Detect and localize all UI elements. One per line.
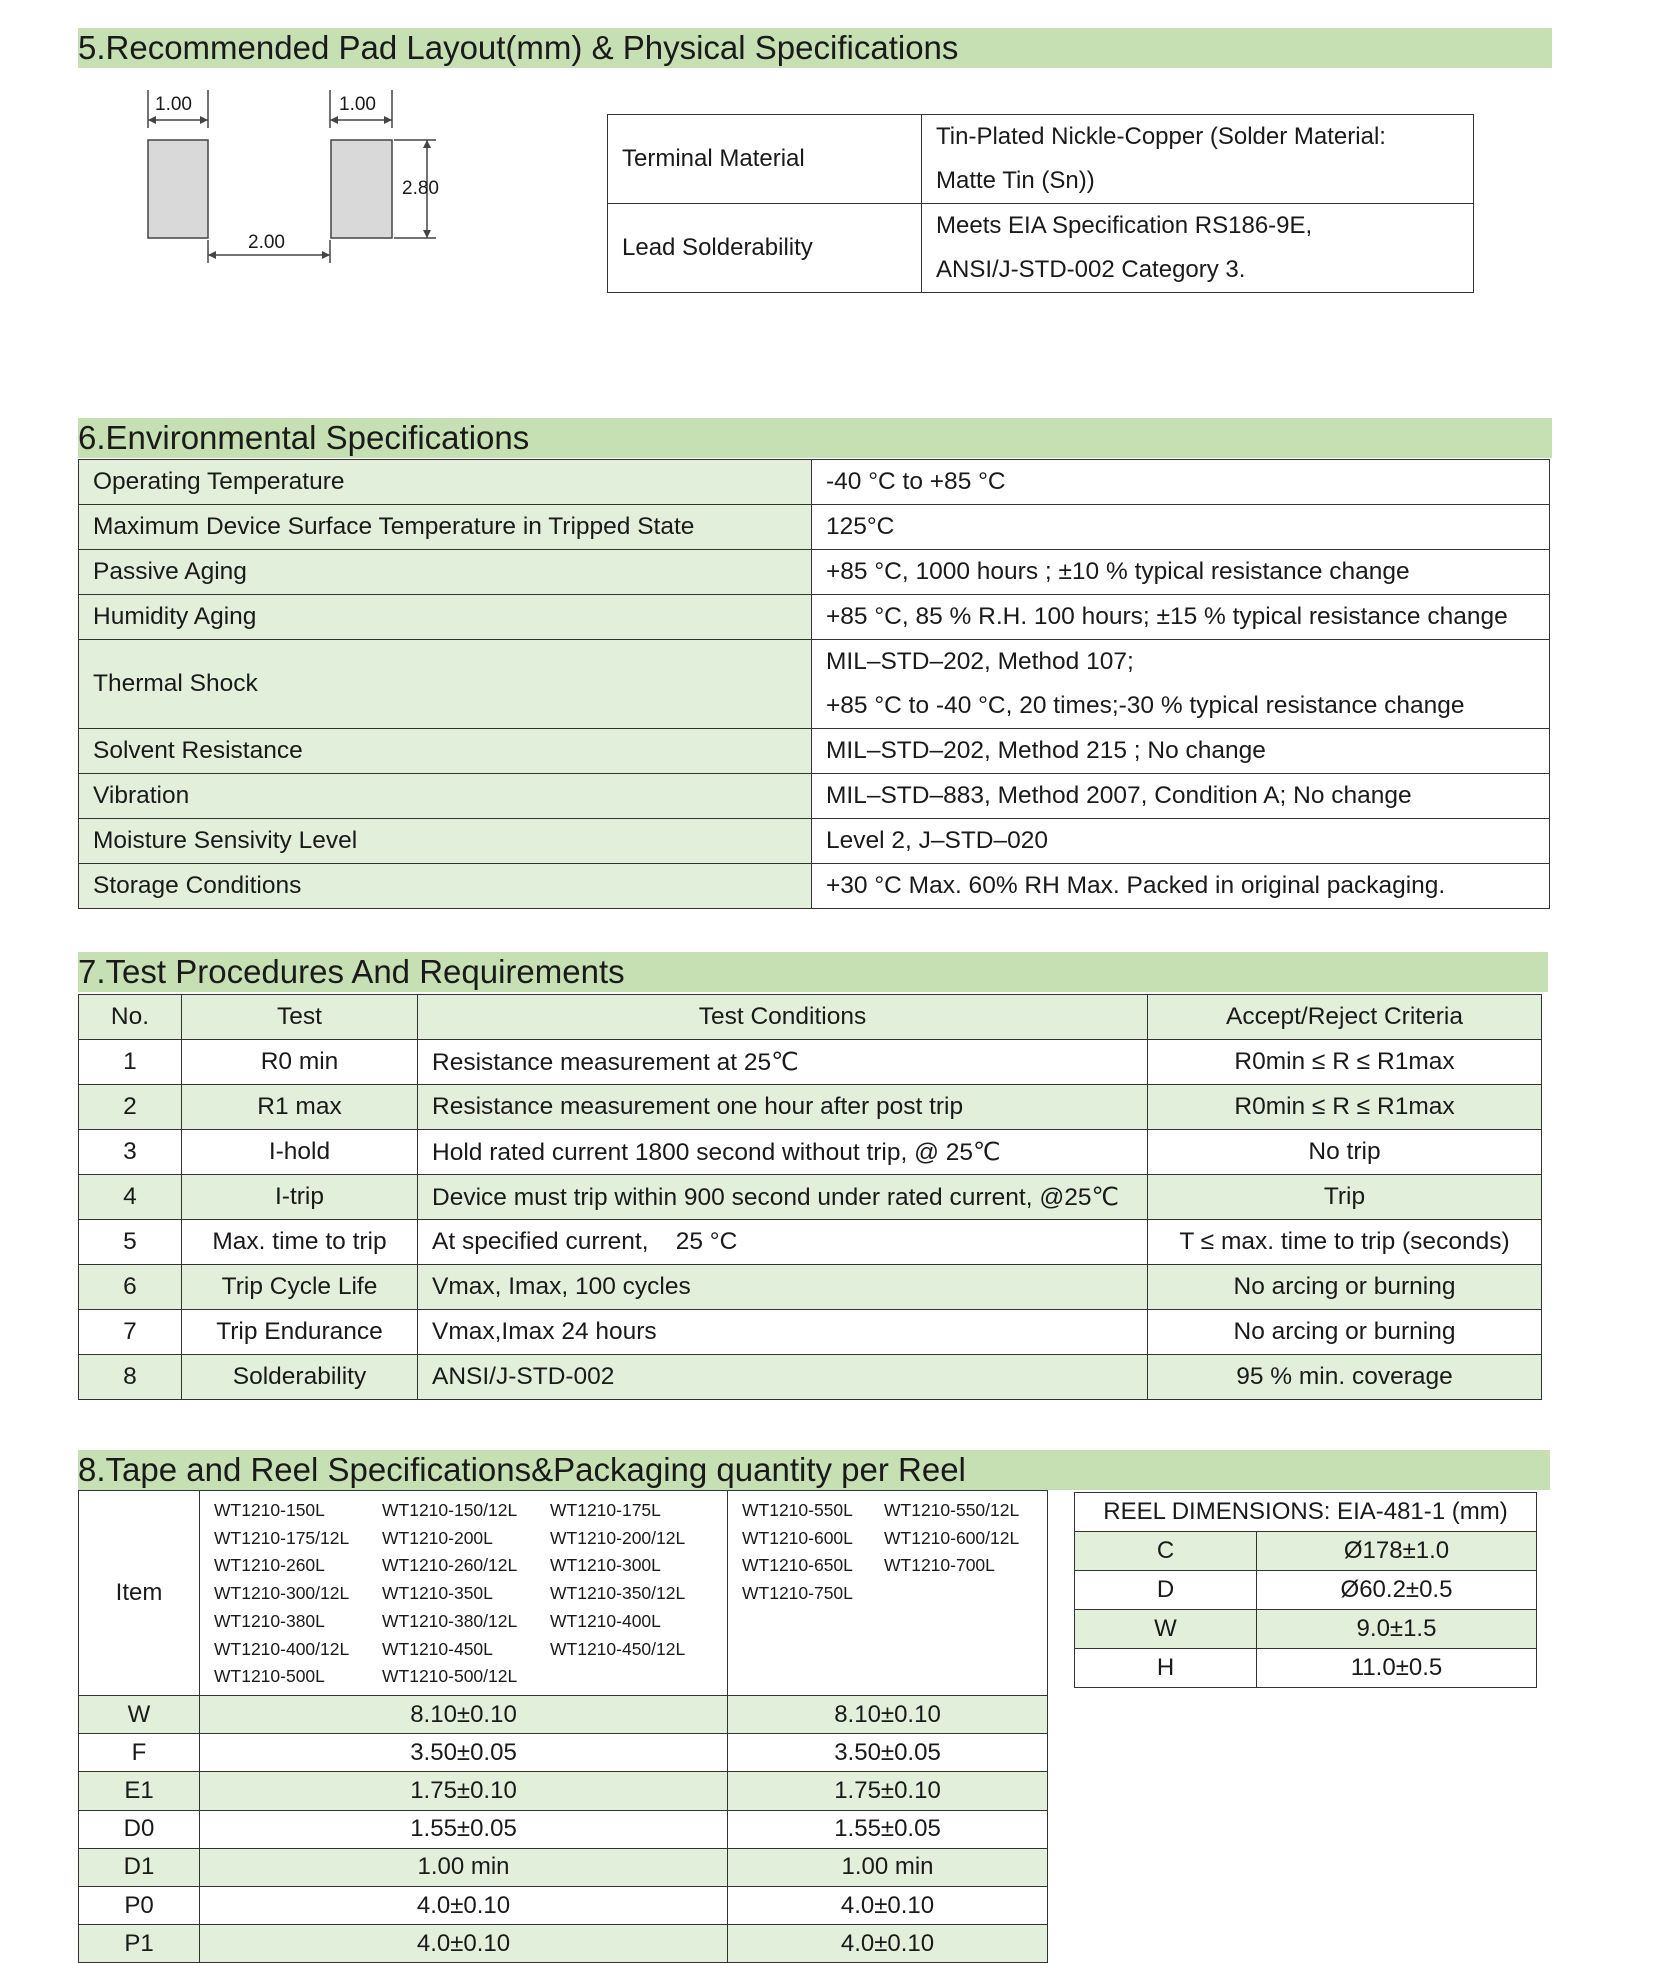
test-criteria: No arcing or burning xyxy=(1148,1310,1542,1355)
table-row xyxy=(79,1085,1542,1130)
model-name: WT1210-380L xyxy=(214,1610,325,1631)
test-name: I-hold xyxy=(182,1130,418,1175)
model-name: WT1210-650L xyxy=(742,1555,853,1576)
model-name: WT1210-200/12L xyxy=(550,1527,686,1548)
model-name: WT1210-300L xyxy=(550,1555,661,1576)
test-name: Trip Cycle Life xyxy=(182,1265,418,1310)
model-name: WT1210-200L xyxy=(382,1527,493,1548)
env-value: +85 °C, 1000 hours ; ±10 % typical resistance change xyxy=(812,550,1550,595)
physical-spec-table xyxy=(607,114,1474,293)
model-name: WT1210-450L xyxy=(382,1638,493,1659)
env-value-line: MIL–STD–202, Method 107; xyxy=(826,648,1134,675)
table-row xyxy=(79,1220,1542,1265)
test-criteria: R0min ≤ R ≤ R1max xyxy=(1148,1085,1542,1130)
dim-value-a: 1.75±0.10 xyxy=(200,1772,728,1810)
test-procedures-table xyxy=(78,994,1542,1400)
env-label: Storage Conditions xyxy=(79,864,812,909)
table-row xyxy=(79,864,1550,909)
test-name: I-trip xyxy=(182,1175,418,1220)
dim-item: W xyxy=(79,1696,200,1734)
model-name: WT1210-550L xyxy=(742,1500,853,1520)
model-name: WT1210-150L xyxy=(214,1500,325,1520)
table-row xyxy=(79,1925,1048,1963)
table-row xyxy=(79,774,1550,819)
dim-item: F xyxy=(79,1734,200,1772)
env-label: Moisture Sensivity Level xyxy=(79,819,812,864)
section-6-title: 6.Environmental Specifications xyxy=(78,419,530,456)
section-5-title: 5.Recommended Pad Layout(mm) & Physical Specifications xyxy=(78,29,959,66)
spec-value xyxy=(922,115,1474,204)
dim-value-b: 1.55±0.05 xyxy=(728,1810,1048,1848)
dim-item: D1 xyxy=(79,1848,200,1886)
reel-value: 9.0±1.5 xyxy=(1257,1610,1537,1649)
table-row xyxy=(79,1734,1048,1772)
model-name: WT1210-400/12L xyxy=(214,1638,350,1659)
table-row xyxy=(79,640,1550,729)
env-value: +30 °C Max. 60% RH Max. Packed in original packaging. xyxy=(812,864,1550,909)
table-row xyxy=(1075,1649,1537,1688)
test-no: 1 xyxy=(79,1040,182,1085)
table-row xyxy=(608,115,1474,204)
reel-header-row xyxy=(1075,1493,1537,1532)
test-no: 3 xyxy=(79,1130,182,1175)
reel-value: Ø178±1.0 xyxy=(1257,1532,1537,1571)
table-row xyxy=(79,595,1550,640)
spec-value-line: Meets EIA Specification RS186-9E, xyxy=(936,212,1313,239)
model-name: WT1210-175/12L xyxy=(214,1527,350,1548)
table-row xyxy=(79,1772,1048,1810)
dim-value-b: 3.50±0.05 xyxy=(728,1734,1048,1772)
env-value-line: +85 °C to -40 °C, 20 times;-30 % typical resistance change xyxy=(826,692,1465,719)
env-value: MIL–STD–202, Method 215 ; No change xyxy=(812,729,1550,774)
dim-value-a: 3.50±0.05 xyxy=(200,1734,728,1772)
reel-value: Ø60.2±0.5 xyxy=(1257,1571,1537,1610)
table-row xyxy=(79,550,1550,595)
spec-value xyxy=(922,204,1474,293)
tape-spec-table xyxy=(78,1490,1048,1963)
spec-value-line: Tin-Plated Nickle-Copper (Solder Material: xyxy=(936,123,1386,150)
model-name: WT1210-550/12L xyxy=(884,1500,1020,1520)
models-row xyxy=(79,1491,1048,1696)
reel-item: C xyxy=(1075,1532,1257,1571)
test-condition: At specified current, 25 °C xyxy=(418,1220,1148,1265)
model-name: WT1210-500L xyxy=(214,1666,325,1687)
table-row xyxy=(79,819,1550,864)
table-row xyxy=(79,505,1550,550)
env-value: MIL–STD–883, Method 2007, Condition A; No change xyxy=(812,774,1550,819)
model-name: WT1210-400L xyxy=(550,1610,661,1631)
env-value: -40 °C to +85 °C xyxy=(812,460,1550,505)
spec-label: Lead Solderability xyxy=(608,204,922,293)
table-row xyxy=(79,1040,1542,1085)
model-name: WT1210-380/12L xyxy=(382,1610,518,1631)
dim-item: D0 xyxy=(79,1810,200,1848)
dim-value-a: 1.00 min xyxy=(200,1848,728,1886)
column-header: No. xyxy=(79,995,182,1040)
spec-value-line: Matte Tin (Sn)) xyxy=(936,167,1095,194)
column-header: Test Conditions xyxy=(418,995,1148,1040)
model-name: WT1210-175L xyxy=(550,1500,661,1520)
reel-value: 11.0±0.5 xyxy=(1257,1649,1537,1688)
env-label: Solvent Resistance xyxy=(79,729,812,774)
dim-value-b: 8.10±0.10 xyxy=(728,1696,1048,1734)
dim-item: E1 xyxy=(79,1772,200,1810)
test-condition: Resistance measurement one hour after post trip xyxy=(418,1085,1148,1130)
env-value: Level 2, J–STD–020 xyxy=(812,819,1550,864)
spec-label: Terminal Material xyxy=(608,115,922,204)
env-label: Thermal Shock xyxy=(79,640,812,729)
table-row xyxy=(79,460,1550,505)
test-condition: Resistance measurement at 25℃ xyxy=(418,1040,1148,1085)
test-no: 8 xyxy=(79,1355,182,1400)
table-row xyxy=(608,204,1474,293)
env-label: Humidity Aging xyxy=(79,595,812,640)
dim-value-a: 4.0±0.10 xyxy=(200,1886,728,1924)
model-name: WT1210-700L xyxy=(884,1555,995,1576)
dim-value-b: 1.75±0.10 xyxy=(728,1772,1048,1810)
env-label: Maximum Device Surface Temperature in Tripped State xyxy=(79,505,812,550)
model-name: WT1210-600L xyxy=(742,1527,853,1548)
reel-item: H xyxy=(1075,1649,1257,1688)
test-criteria: T ≤ max. time to trip (seconds) xyxy=(1148,1220,1542,1265)
table-row xyxy=(1075,1532,1537,1571)
test-condition: Hold rated current 1800 second without trip, @ 25℃ xyxy=(418,1130,1148,1175)
model-name: WT1210-750L xyxy=(742,1583,853,1604)
table-row xyxy=(79,1130,1542,1175)
env-value xyxy=(812,640,1550,729)
table-row xyxy=(79,1886,1048,1924)
reel-item: W xyxy=(1075,1610,1257,1649)
model-name: WT1210-350/12L xyxy=(550,1583,686,1604)
table-header-row xyxy=(79,995,1542,1040)
table-row xyxy=(79,1810,1048,1848)
test-name: Solderability xyxy=(182,1355,418,1400)
test-criteria: No trip xyxy=(1148,1130,1542,1175)
test-no: 6 xyxy=(79,1265,182,1310)
env-value: 125°C xyxy=(812,505,1550,550)
dim-item: P0 xyxy=(79,1886,200,1924)
dim-height: 2.80 xyxy=(402,178,439,199)
model-name: WT1210-150/12L xyxy=(382,1500,518,1520)
dim-gap: 2.00 xyxy=(248,232,285,253)
section-8-title: 8.Tape and Reel Specifications&Packaging quantity per Reel xyxy=(78,1451,966,1488)
model-list-b xyxy=(728,1491,1048,1696)
model-name: WT1210-450/12L xyxy=(550,1638,686,1659)
test-name: Trip Endurance xyxy=(182,1310,418,1355)
model-name: WT1210-260/12L xyxy=(382,1555,518,1576)
test-no: 2 xyxy=(79,1085,182,1130)
item-header: Item xyxy=(79,1491,200,1696)
test-condition: Vmax, Imax, 100 cycles xyxy=(418,1265,1148,1310)
table-row xyxy=(1075,1571,1537,1610)
dim-value-b: 4.0±0.10 xyxy=(728,1925,1048,1963)
environmental-spec-table xyxy=(78,459,1550,909)
table-row xyxy=(79,1848,1048,1886)
model-name: WT1210-300/12L xyxy=(214,1583,350,1604)
pad-right xyxy=(331,140,392,238)
spec-value-line: ANSI/J-STD-002 Category 3. xyxy=(936,256,1246,283)
dim-width-left: 1.00 xyxy=(155,94,192,115)
test-no: 5 xyxy=(79,1220,182,1265)
dim-value-a: 8.10±0.10 xyxy=(200,1696,728,1734)
reel-dimensions-table xyxy=(1074,1492,1537,1688)
model-list-a xyxy=(200,1491,728,1696)
model-name: WT1210-500/12L xyxy=(382,1666,518,1687)
test-no: 7 xyxy=(79,1310,182,1355)
test-condition: ANSI/J-STD-002 xyxy=(418,1355,1148,1400)
table-row xyxy=(79,1265,1542,1310)
test-condition: Vmax,Imax 24 hours xyxy=(418,1310,1148,1355)
test-criteria: No arcing or burning xyxy=(1148,1265,1542,1310)
dim-value-b: 1.00 min xyxy=(728,1848,1048,1886)
column-header: Accept/Reject Criteria xyxy=(1148,995,1542,1040)
model-name: WT1210-260L xyxy=(214,1555,325,1576)
env-label: Passive Aging xyxy=(79,550,812,595)
model-name: WT1210-350L xyxy=(382,1583,493,1604)
table-row xyxy=(79,1175,1542,1220)
dim-value-a: 4.0±0.10 xyxy=(200,1925,728,1963)
env-label: Vibration xyxy=(79,774,812,819)
test-criteria: 95 % min. coverage xyxy=(1148,1355,1542,1400)
dim-value-a: 1.55±0.05 xyxy=(200,1810,728,1848)
dim-value-b: 4.0±0.10 xyxy=(728,1886,1048,1924)
test-name: R0 min xyxy=(182,1040,418,1085)
reel-title: REEL DIMENSIONS: EIA-481-1 (mm) xyxy=(1075,1493,1537,1532)
model-name: WT1210-600/12L xyxy=(884,1527,1020,1548)
test-criteria: R0min ≤ R ≤ R1max xyxy=(1148,1040,1542,1085)
test-no: 4 xyxy=(79,1175,182,1220)
reel-item: D xyxy=(1075,1571,1257,1610)
env-label: Operating Temperature xyxy=(79,460,812,505)
table-row xyxy=(79,729,1550,774)
env-value: +85 °C, 85 % R.H. 100 hours; ±15 % typical resistance change xyxy=(812,595,1550,640)
column-header: Test xyxy=(182,995,418,1040)
table-row xyxy=(79,1310,1542,1355)
test-name: R1 max xyxy=(182,1085,418,1130)
test-condition: Device must trip within 900 second under rated current, @25℃ xyxy=(418,1175,1148,1220)
table-row xyxy=(1075,1610,1537,1649)
dim-width-right: 1.00 xyxy=(339,94,376,115)
section-7-title: 7.Test Procedures And Requirements xyxy=(78,953,625,990)
test-name: Max. time to trip xyxy=(182,1220,418,1265)
test-criteria: Trip xyxy=(1148,1175,1542,1220)
table-row xyxy=(79,1696,1048,1734)
table-row xyxy=(79,1355,1542,1400)
pad-left xyxy=(148,140,208,238)
dim-item: P1 xyxy=(79,1925,200,1963)
